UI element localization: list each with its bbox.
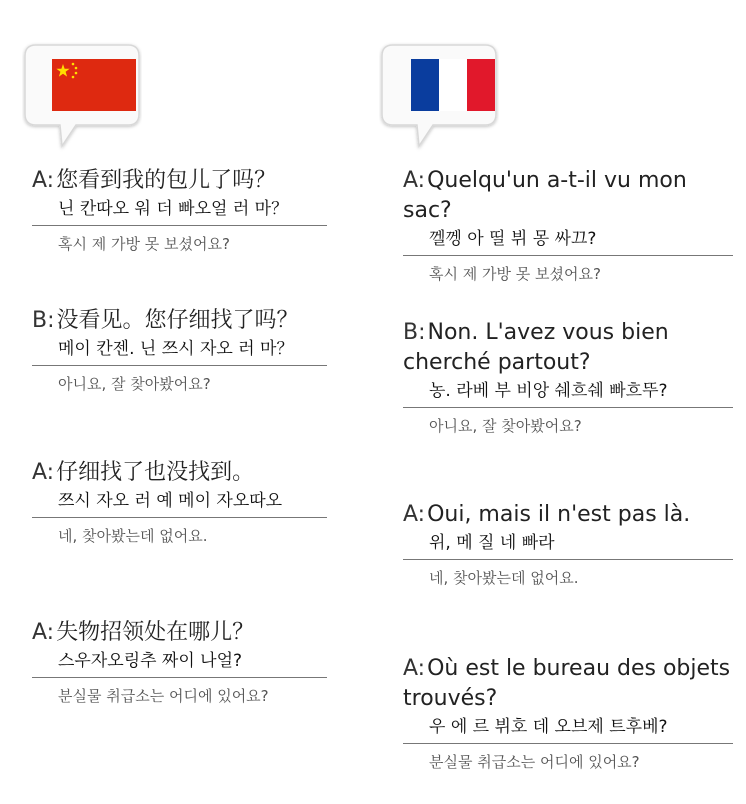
korean-translation: 혹시 제 가방 못 보셨어요? <box>58 235 230 253</box>
dialog-line-1 <box>403 166 733 285</box>
speaker-label: A: <box>403 168 426 193</box>
korean-pronunciation: 쯔시 자오 러 예 메이 자오따오 <box>32 488 327 518</box>
speaker-label: A: <box>32 460 55 485</box>
korean-pronunciation: 농. 라베 부 비앙 쉐흐쉐 빠흐뚜? <box>403 378 733 408</box>
korean-pronunciation: 닌 칸따오 워 더 빠오얼 러 마？ <box>32 196 327 226</box>
speech-bubble-chinese <box>22 42 142 170</box>
korean-translation: 아니요, 잘 찾아봤어요? <box>58 375 211 393</box>
french-sentence: Quelqu'un a-t-il vu mon sac? <box>403 168 687 223</box>
korean-translation: 네, 찾아봤는데 없어요. <box>58 527 208 545</box>
korean-translation: 분실물 취급소는 어디에 있어요? <box>58 687 269 705</box>
chinese-sentence: 您看到我的包儿了吗？ <box>56 168 277 193</box>
speaker-label: B: <box>32 308 55 333</box>
french-sentence: Où est le bureau des objets trouvés? <box>403 656 731 711</box>
speaker-label: A: <box>32 168 55 193</box>
dialog-line-3 <box>32 458 327 547</box>
dialog-line-2 <box>403 318 733 437</box>
speaker-label: A: <box>32 620 55 645</box>
chinese-sentence: 失物招领处在哪儿？ <box>56 620 255 645</box>
french-sentence: Non. L'avez vous bien cherché partout? <box>403 320 669 375</box>
speaker-label: A: <box>403 502 426 527</box>
korean-translation: 혹시 제 가방 못 보셨어요? <box>429 265 601 283</box>
chinese-sentence: 没看见。您仔细找了吗？ <box>56 308 299 333</box>
dialog-line-2 <box>32 306 327 395</box>
france-flag-icon <box>411 59 495 111</box>
korean-pronunciation: 스우자오링추 짜이 나얼? <box>32 648 327 678</box>
korean-translation: 분실물 취급소는 어디에 있어요? <box>429 753 640 771</box>
speech-bubble-french <box>379 42 499 170</box>
speaker-label: B: <box>403 320 426 345</box>
dialog-line-4 <box>403 654 733 773</box>
korean-pronunciation: 위, 메 질 네 빠라 <box>403 530 733 560</box>
dialog-line-3 <box>403 500 733 589</box>
korean-pronunciation: 메이 칸젠. 닌 쯔시 자오 러 마？ <box>32 336 327 366</box>
korean-pronunciation: 껠껭 아 띨 뷔 몽 싸끄? <box>403 226 733 256</box>
dialog-line-4 <box>32 618 327 707</box>
french-sentence: Oui, mais il n'est pas là. <box>427 502 691 527</box>
dialog-line-1 <box>32 166 327 255</box>
speaker-label: A: <box>403 656 426 681</box>
korean-translation: 아니요, 잘 찾아봤어요? <box>429 417 582 435</box>
china-flag-icon <box>52 59 136 111</box>
korean-pronunciation: 우 에 르 뷔호 데 오브제 트후베? <box>403 714 733 744</box>
korean-translation: 네, 찾아봤는데 없어요. <box>429 569 579 587</box>
chinese-sentence: 仔细找了也没找到。 <box>56 460 255 485</box>
